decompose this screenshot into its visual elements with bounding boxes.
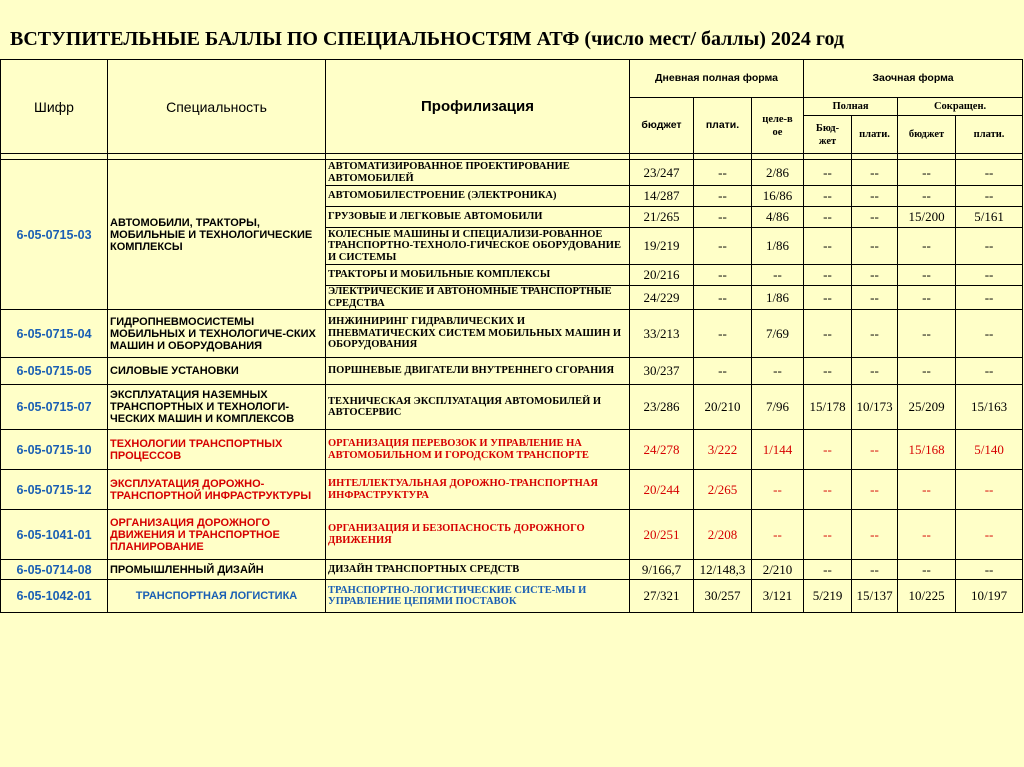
score-cell: -- xyxy=(804,560,852,580)
table-row xyxy=(1,470,1023,510)
score-cell: 24/278 xyxy=(630,430,694,470)
table-row xyxy=(1,510,1023,560)
specialty-code: 6-05-0715-07 xyxy=(1,385,108,430)
score-cell: -- xyxy=(898,310,956,358)
score-cell: 1/144 xyxy=(752,430,804,470)
score-cell: 10/225 xyxy=(898,580,956,613)
score-cell: 2/208 xyxy=(694,510,752,560)
score-cell: 2/265 xyxy=(694,470,752,510)
score-cell: 20/210 xyxy=(694,385,752,430)
profile-name: ГРУЗОВЫЕ И ЛЕГКОВЫЕ АВТОМОБИЛИ xyxy=(326,207,630,228)
score-cell: 10/173 xyxy=(852,385,898,430)
score-cell: -- xyxy=(752,470,804,510)
profile-name: ИНЖИНИРИНГ ГИДРАВЛИЧЕСКИХ И ПНЕВМАТИЧЕСКИХ СИСТЕМ МОБИЛЬНЫХ МАШИН И ОБОРУДОВАНИЯ xyxy=(326,310,630,358)
specialty-code: 6-05-0715-04 xyxy=(1,310,108,358)
score-cell: 7/96 xyxy=(752,385,804,430)
score-cell: 20/216 xyxy=(630,265,694,286)
score-cell: -- xyxy=(852,286,898,310)
score-cell: 3/121 xyxy=(752,580,804,613)
score-cell: -- xyxy=(852,228,898,265)
score-cell: -- xyxy=(804,286,852,310)
profile-name: ДИЗАЙН ТРАНСПОРТНЫХ СРЕДСТВ xyxy=(326,560,630,580)
score-cell: -- xyxy=(898,160,956,186)
score-cell: 19/219 xyxy=(630,228,694,265)
table-row xyxy=(1,160,1023,186)
score-cell: 3/222 xyxy=(694,430,752,470)
score-cell: -- xyxy=(852,470,898,510)
specialty-name: ЭКСПЛУАТАЦИЯ НАЗЕМНЫХ ТРАНСПОРТНЫХ И ТЕХНОЛОГИ-ЧЕСКИХ МАШИН И КОМПЛЕКСОВ xyxy=(108,385,326,430)
header-budget-ext xyxy=(804,116,852,154)
header-paid-red: плати. xyxy=(956,116,1023,154)
score-cell: -- xyxy=(694,207,752,228)
profile-name: АВТОМАТИЗИРОВАННОЕ ПРОЕКТИРОВАНИЕ АВТОМОБИЛЕЙ xyxy=(326,160,630,186)
score-cell: -- xyxy=(852,358,898,385)
header-extramural: Заочная форма xyxy=(804,60,1023,98)
specialty-code: 6-05-0715-03 xyxy=(1,160,108,310)
score-cell: 15/168 xyxy=(898,430,956,470)
score-cell: -- xyxy=(752,510,804,560)
page-title: ВСТУПИТЕЛЬНЫЕ БАЛЛЫ ПО СПЕЦИАЛЬНОСТЯМ АТФ (число мест/ баллы) 2024 год xyxy=(10,28,845,50)
specialty-code: 6-05-0715-10 xyxy=(1,430,108,470)
score-cell: 23/247 xyxy=(630,160,694,186)
score-cell: -- xyxy=(956,160,1023,186)
specialty-code: 6-05-1041-01 xyxy=(1,510,108,560)
score-cell: 2/210 xyxy=(752,560,804,580)
specialty-name: ЭКСПЛУАТАЦИЯ ДОРОЖНО-ТРАНСПОРТНОЙ ИНФРАСТРУКТУРЫ xyxy=(108,470,326,510)
profile-name: ОРГАНИЗАЦИЯ ПЕРЕВОЗОК И УПРАВЛЕНИЕ НА АВТОМОБИЛЬНОМ И ГОРОДСКОМ ТРАНСПОРТЕ xyxy=(326,430,630,470)
specialty-name: СИЛОВЫЕ УСТАНОВКИ xyxy=(108,358,326,385)
score-cell: 23/286 xyxy=(630,385,694,430)
header-budget-ext-label: Бюд-жет xyxy=(815,122,840,147)
score-cell: -- xyxy=(898,470,956,510)
table-row xyxy=(1,580,1023,613)
score-cell: -- xyxy=(804,160,852,186)
score-cell: -- xyxy=(852,207,898,228)
score-cell: -- xyxy=(956,286,1023,310)
header-target xyxy=(752,98,804,154)
specialty-code: 6-05-0715-05 xyxy=(1,358,108,385)
score-cell: 15/178 xyxy=(804,385,852,430)
score-cell: -- xyxy=(694,160,752,186)
specialty-code: 6-05-0715-12 xyxy=(1,470,108,510)
score-cell: 1/86 xyxy=(752,286,804,310)
table-row xyxy=(1,560,1023,580)
specialty-code: 6-05-0714-08 xyxy=(1,560,108,580)
score-cell: -- xyxy=(804,430,852,470)
profile-name: ТРАНСПОРТНО-ЛОГИСТИЧЕСКИЕ СИСТЕ-МЫ И УПРАВЛЕНИЕ ЦЕПЯМИ ПОСТАВОК xyxy=(326,580,630,613)
score-cell: -- xyxy=(852,265,898,286)
score-cell: 20/251 xyxy=(630,510,694,560)
score-cell: 9/166,7 xyxy=(630,560,694,580)
score-cell: -- xyxy=(694,310,752,358)
score-cell: 10/197 xyxy=(956,580,1023,613)
score-cell: 14/287 xyxy=(630,186,694,207)
score-cell: -- xyxy=(804,310,852,358)
header-profile: Профилизация xyxy=(326,60,630,154)
score-cell: -- xyxy=(804,510,852,560)
header-budget: бюджет xyxy=(630,98,694,154)
score-cell: -- xyxy=(956,228,1023,265)
profile-name: ПОРШНЕВЫЕ ДВИГАТЕЛИ ВНУТРЕННЕГО СГОРАНИЯ xyxy=(326,358,630,385)
header-target-label: целе-вое xyxy=(762,113,793,138)
score-cell: 15/137 xyxy=(852,580,898,613)
score-cell: -- xyxy=(898,186,956,207)
score-cell: -- xyxy=(694,265,752,286)
specialty-name: ГИДРОПНЕВМОСИСТЕМЫ МОБИЛЬНЫХ И ТЕХНОЛОГИЧЕ-СКИХ МАШИН И ОБОРУДОВАНИЯ xyxy=(108,310,326,358)
score-cell: -- xyxy=(898,265,956,286)
score-cell: 21/265 xyxy=(630,207,694,228)
score-cell: -- xyxy=(752,358,804,385)
header-full: Полная xyxy=(804,98,898,116)
specialty-name: ТЕХНОЛОГИИ ТРАНСПОРТНЫХ ПРОЦЕССОВ xyxy=(108,430,326,470)
profile-name: ЭЛЕКТРИЧЕСКИЕ И АВТОНОМНЫЕ ТРАНСПОРТНЫЕ СРЕДСТВА xyxy=(326,286,630,310)
score-cell: 25/209 xyxy=(898,385,956,430)
score-cell: -- xyxy=(956,470,1023,510)
score-cell: -- xyxy=(752,265,804,286)
specialty-name: ТРАНСПОРТНАЯ ЛОГИСТИКА xyxy=(108,580,326,613)
score-cell: 5/140 xyxy=(956,430,1023,470)
score-cell: 30/237 xyxy=(630,358,694,385)
score-cell: -- xyxy=(898,510,956,560)
score-cell: -- xyxy=(804,186,852,207)
score-cell: 15/200 xyxy=(898,207,956,228)
score-cell: 33/213 xyxy=(630,310,694,358)
profile-name: ОРГАНИЗАЦИЯ И БЕЗОПАСНОСТЬ ДОРОЖНОГО ДВИЖЕНИЯ xyxy=(326,510,630,560)
header-paid-ext: плати. xyxy=(852,116,898,154)
table-row xyxy=(1,385,1023,430)
score-cell: -- xyxy=(694,186,752,207)
profile-name: КОЛЕСНЫЕ МАШИНЫ И СПЕЦИАЛИЗИ-РОВАННОЕ ТРАНСПОРТНО-ТЕХНОЛО-ГИЧЕСКОЕ ОБОРУДОВАНИЕ И СИСТЕМЫ xyxy=(326,228,630,265)
score-cell: -- xyxy=(956,186,1023,207)
profile-name: АВТОМОБИЛЕСТРОЕНИЕ (ЭЛЕКТРОНИКА) xyxy=(326,186,630,207)
table-row xyxy=(1,430,1023,470)
specialty-name: АВТОМОБИЛИ, ТРАКТОРЫ, МОБИЛЬНЫЕ И ТЕХНОЛОГИЧЕСКИЕ КОМПЛЕКСЫ xyxy=(108,160,326,310)
table-body xyxy=(1,160,1023,613)
score-cell: -- xyxy=(956,310,1023,358)
header-day-full xyxy=(630,60,804,98)
score-cell: 12/148,3 xyxy=(694,560,752,580)
header-reduced: Сокращен. xyxy=(898,98,1023,116)
score-cell: -- xyxy=(694,228,752,265)
score-cell: 30/257 xyxy=(694,580,752,613)
score-cell: -- xyxy=(804,470,852,510)
header-day-full-label: Дневная полная форма xyxy=(655,72,778,84)
score-cell: -- xyxy=(852,186,898,207)
header-specialty: Специальность xyxy=(108,60,326,154)
profile-name: ИНТЕЛЛЕКТУАЛЬНАЯ ДОРОЖНО-ТРАНСПОРТНАЯ ИНФРАСТРУКТУРА xyxy=(326,470,630,510)
profile-name: ТЕХНИЧЕСКАЯ ЭКСПЛУАТАЦИЯ АВТОМОБИЛЕЙ И АВТОСЕРВИС xyxy=(326,385,630,430)
header-budget-red: бюджет xyxy=(898,116,956,154)
score-cell: 27/321 xyxy=(630,580,694,613)
score-cell: -- xyxy=(852,160,898,186)
specialty-name: ОРГАНИЗАЦИЯ ДОРОЖНОГО ДВИЖЕНИЯ И ТРАНСПОРТНОЕ ПЛАНИРОВАНИЕ xyxy=(108,510,326,560)
score-cell: -- xyxy=(804,207,852,228)
score-cell: -- xyxy=(898,286,956,310)
score-cell: 7/69 xyxy=(752,310,804,358)
score-cell: -- xyxy=(956,358,1023,385)
score-cell: -- xyxy=(898,560,956,580)
score-cell: -- xyxy=(804,265,852,286)
table-row xyxy=(1,358,1023,385)
score-cell: -- xyxy=(852,430,898,470)
score-cell: -- xyxy=(898,228,956,265)
score-cell: -- xyxy=(898,358,956,385)
score-cell: 5/161 xyxy=(956,207,1023,228)
specialty-name: ПРОМЫШЛЕННЫЙ ДИЗАЙН xyxy=(108,560,326,580)
score-cell: 5/219 xyxy=(804,580,852,613)
score-cell: 20/244 xyxy=(630,470,694,510)
score-cell: -- xyxy=(956,265,1023,286)
score-cell: -- xyxy=(804,358,852,385)
header-paid: плати. xyxy=(694,98,752,154)
score-cell: -- xyxy=(694,286,752,310)
score-cell: -- xyxy=(852,560,898,580)
header-code: Шифр xyxy=(1,60,108,154)
score-cell: 4/86 xyxy=(752,207,804,228)
score-cell: -- xyxy=(852,310,898,358)
score-cell: -- xyxy=(852,510,898,560)
admission-scores-table xyxy=(0,59,1023,613)
score-cell: 2/86 xyxy=(752,160,804,186)
score-cell: -- xyxy=(804,228,852,265)
specialty-code: 6-05-1042-01 xyxy=(1,580,108,613)
score-cell: 16/86 xyxy=(752,186,804,207)
profile-name: ТРАКТОРЫ И МОБИЛЬНЫЕ КОМПЛЕКСЫ xyxy=(326,265,630,286)
score-cell: -- xyxy=(694,358,752,385)
score-cell: -- xyxy=(956,510,1023,560)
score-cell: 24/229 xyxy=(630,286,694,310)
score-cell: 15/163 xyxy=(956,385,1023,430)
score-cell: 1/86 xyxy=(752,228,804,265)
table-row xyxy=(1,310,1023,358)
score-cell: -- xyxy=(956,560,1023,580)
